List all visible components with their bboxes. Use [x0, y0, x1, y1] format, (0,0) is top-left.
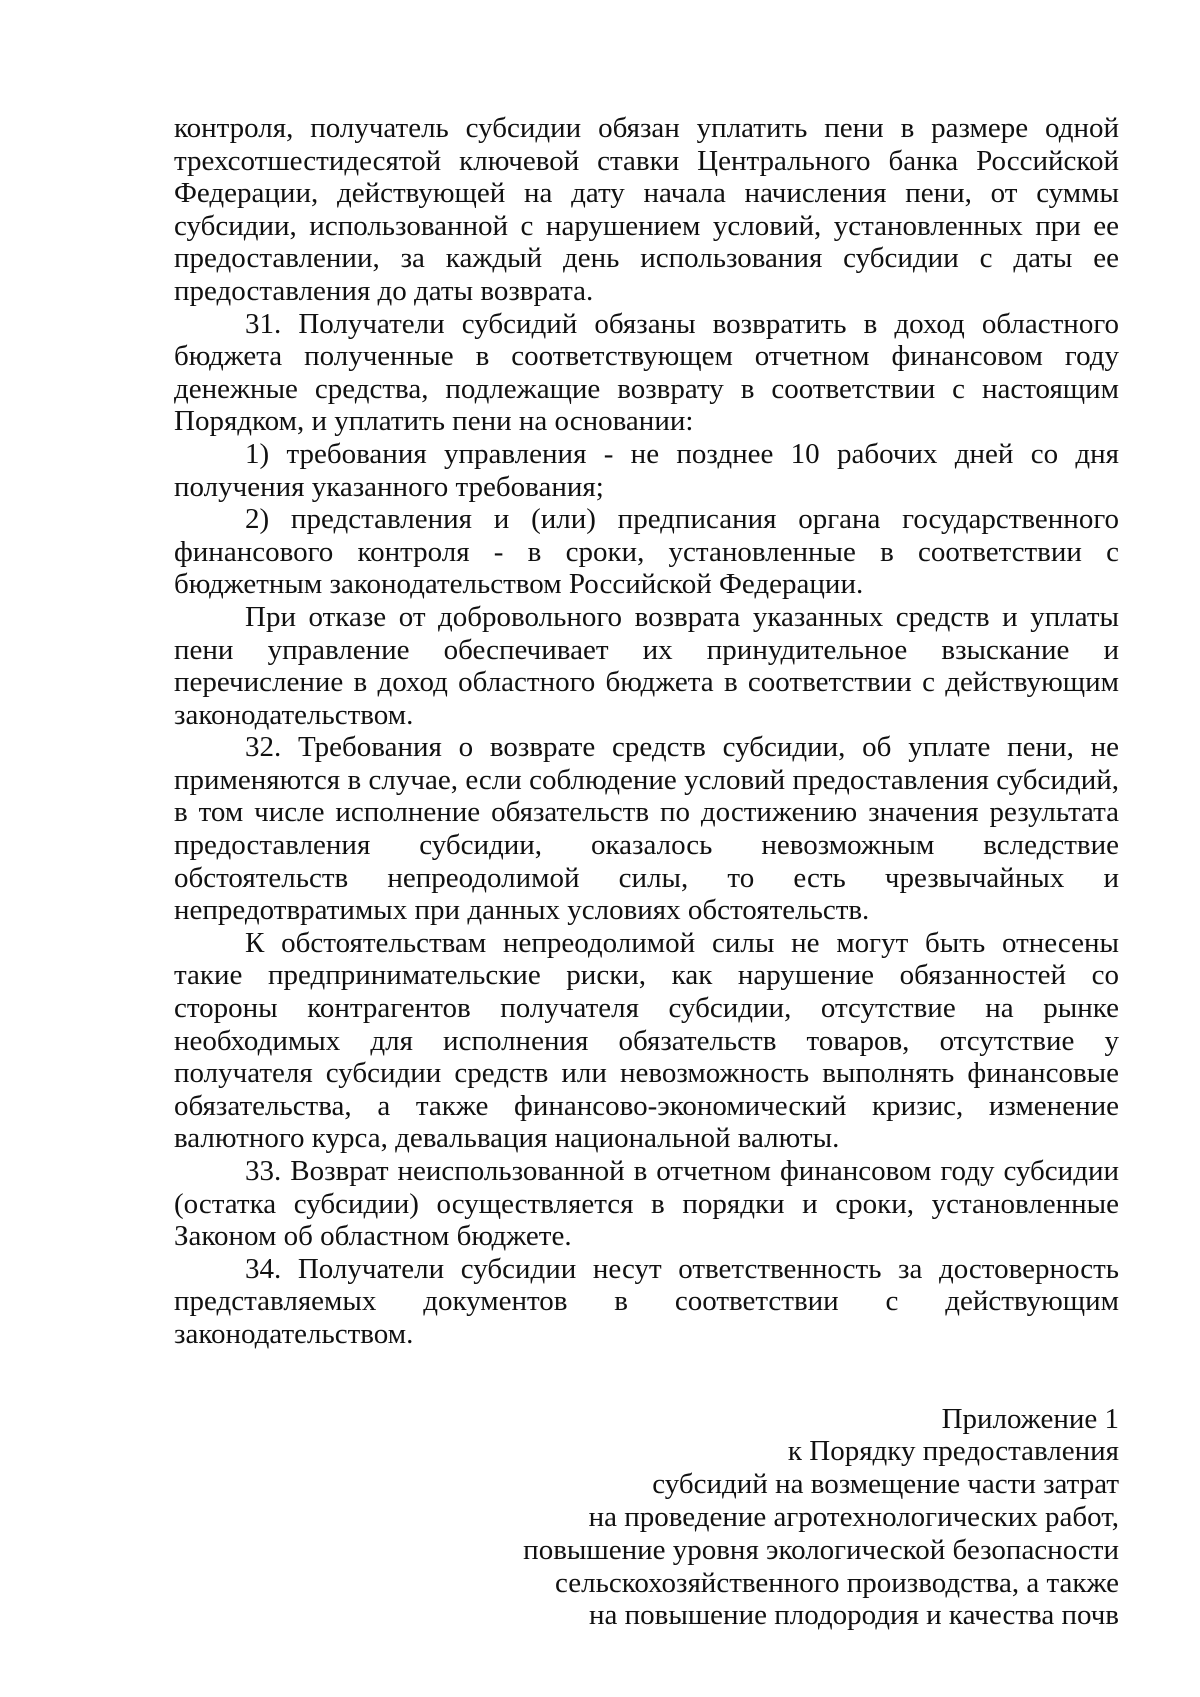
paragraph-refusal: При отказе от добровольного возврата указанных средств и уплаты пени управление обеспечивает их принудительное взыскание и перечисление в доход областного бюджета в соответствии с действующим законодательством.: [174, 600, 1119, 731]
paragraph-31-item-2: 2) представления и (или) предписания органа государственного финансового контроля - в сроки, установленные в соответствии с бюджетным законодательством Российской Федерации.: [174, 503, 1119, 601]
paragraph-31-item-1: 1) требования управления - не позднее 10 рабочих дней со дня получения указанного требования;: [174, 437, 1119, 503]
appendix-line: субсидий на возмещение части затрат: [652, 1468, 1119, 1501]
appendix-heading: [174, 1403, 1119, 1633]
appendix-line: повышение уровня экологической безопасности: [523, 1533, 1119, 1566]
paragraph-33: 33. Возврат неиспользованной в отчетном финансовом году субсидии (остатка субсидии) осуществляется в порядки и сроки, установленные Законом об областном бюджете.: [174, 1155, 1119, 1253]
paragraph-force-majeure: К обстоятельствам непреодолимой силы не могут быть отнесены такие предпринимательские риски, как нарушение обязанностей со стороны контрагентов получателя субсидии, отсутствие на рынке необходимых для исполнения обязательств товаров, отсутствие у получателя субсидии средств или невозможность выполнять финансовые обязательства, а также финансово-экономический кризис, изменение валютного курса, девальвация национальной валюты.: [174, 926, 1119, 1155]
section-spacer: [174, 1351, 1119, 1403]
appendix-line: сельскохозяйственного производства, а также: [555, 1566, 1119, 1599]
appendix-line: на проведение агротехнологических работ,: [588, 1500, 1119, 1533]
paragraph-32: 32. Требования о возврате средств субсидии, об уплате пени, не применяются в случае, если соблюдение условий предоставления субсидий, в том числе исполнение обязательств по достижению значения результата предоставления субсидии, оказалось невозможным вследствие обстоятельств непреодолимой силы, то есть чрезвычайных и непредотвратимых при данных условиях обстоятельств.: [174, 731, 1119, 927]
appendix-line: к Порядку предоставления: [787, 1435, 1119, 1468]
appendix-title: Приложение 1: [941, 1402, 1119, 1435]
paragraph-penalty-continuation: контроля, получатель субсидии обязан уплатить пени в размере одной трехсотшестидесятой ключевой ставки Центрального банка Российской Федерации, действующей на дату начала начисления пени, от суммы субсидии, использованной с нарушением условий, установленных при ее предоставлении, за каждый день использования субсидии с даты ее предоставления до даты возврата.: [174, 112, 1119, 307]
paragraph-34: 34. Получатели субсидии несут ответственность за достоверность представляемых документов в соответствии с действующим законодательством.: [174, 1252, 1119, 1350]
document-page: [174, 112, 1119, 1632]
appendix-line: на повышение плодородия и качества почв: [589, 1599, 1119, 1632]
paragraph-31: 31. Получатели субсидий обязаны возвратить в доход областного бюджета полученные в соответствующем отчетном финансовом году денежные средства, подлежащие возврату в соответствии с настоящим Порядком, и уплатить пени на основании:: [174, 307, 1119, 438]
